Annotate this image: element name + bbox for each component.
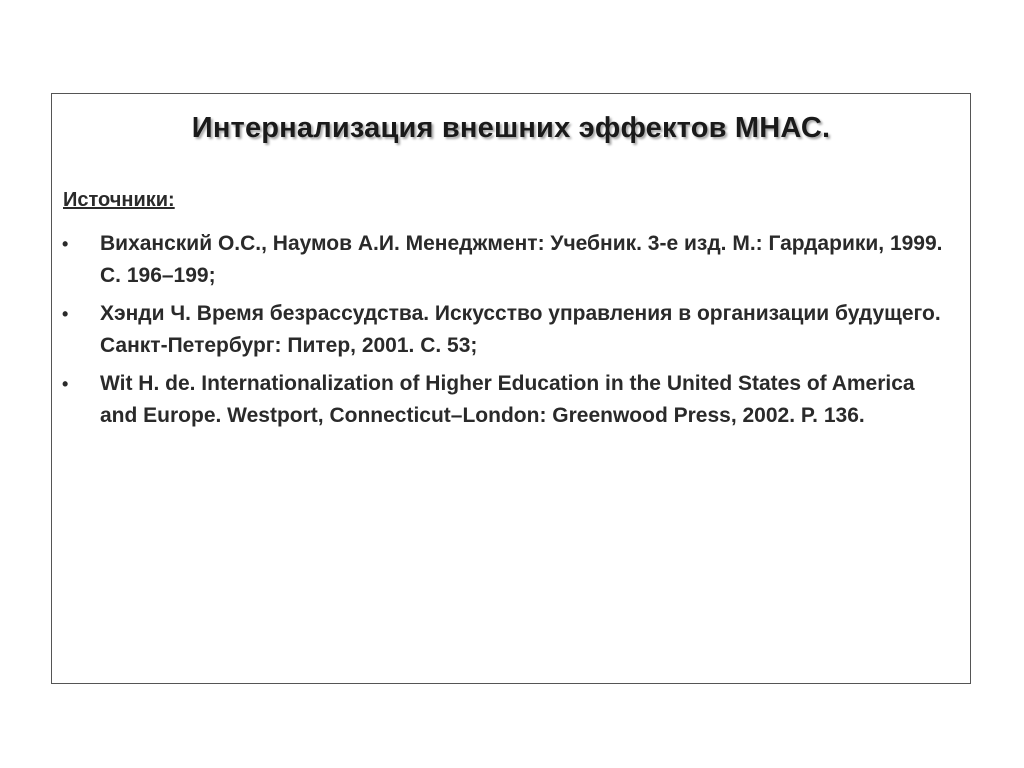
sources-list — [52, 228, 952, 438]
source-item — [52, 368, 952, 432]
source-item — [52, 228, 952, 292]
slide-title: Интернализация внешних эффектов МНАС. — [191, 112, 831, 144]
bullet-icon: • — [62, 234, 69, 254]
source-item — [52, 298, 952, 362]
bullet-icon: • — [62, 304, 69, 324]
source-text: Хэнди Ч. Время безрассудства. Искусство управления в организации будущего. Санкт-Петербург: Питер, 2001. С. 53; — [100, 302, 941, 357]
bullet-icon: • — [62, 374, 69, 394]
source-text: Wit H. de. Internationalization of Higher Education in the United States of America and Europe. Westport, Connecticut–London: Greenwood Press, 2002. P. 136. — [100, 372, 915, 427]
slide-frame — [51, 93, 971, 684]
sources-heading: Источники: — [63, 189, 175, 211]
source-text: Виханский О.С., Наумов А.И. Менеджмент: Учебник. 3-е изд. М.: Гардарики, 1999. С. 196–199; — [100, 232, 943, 287]
